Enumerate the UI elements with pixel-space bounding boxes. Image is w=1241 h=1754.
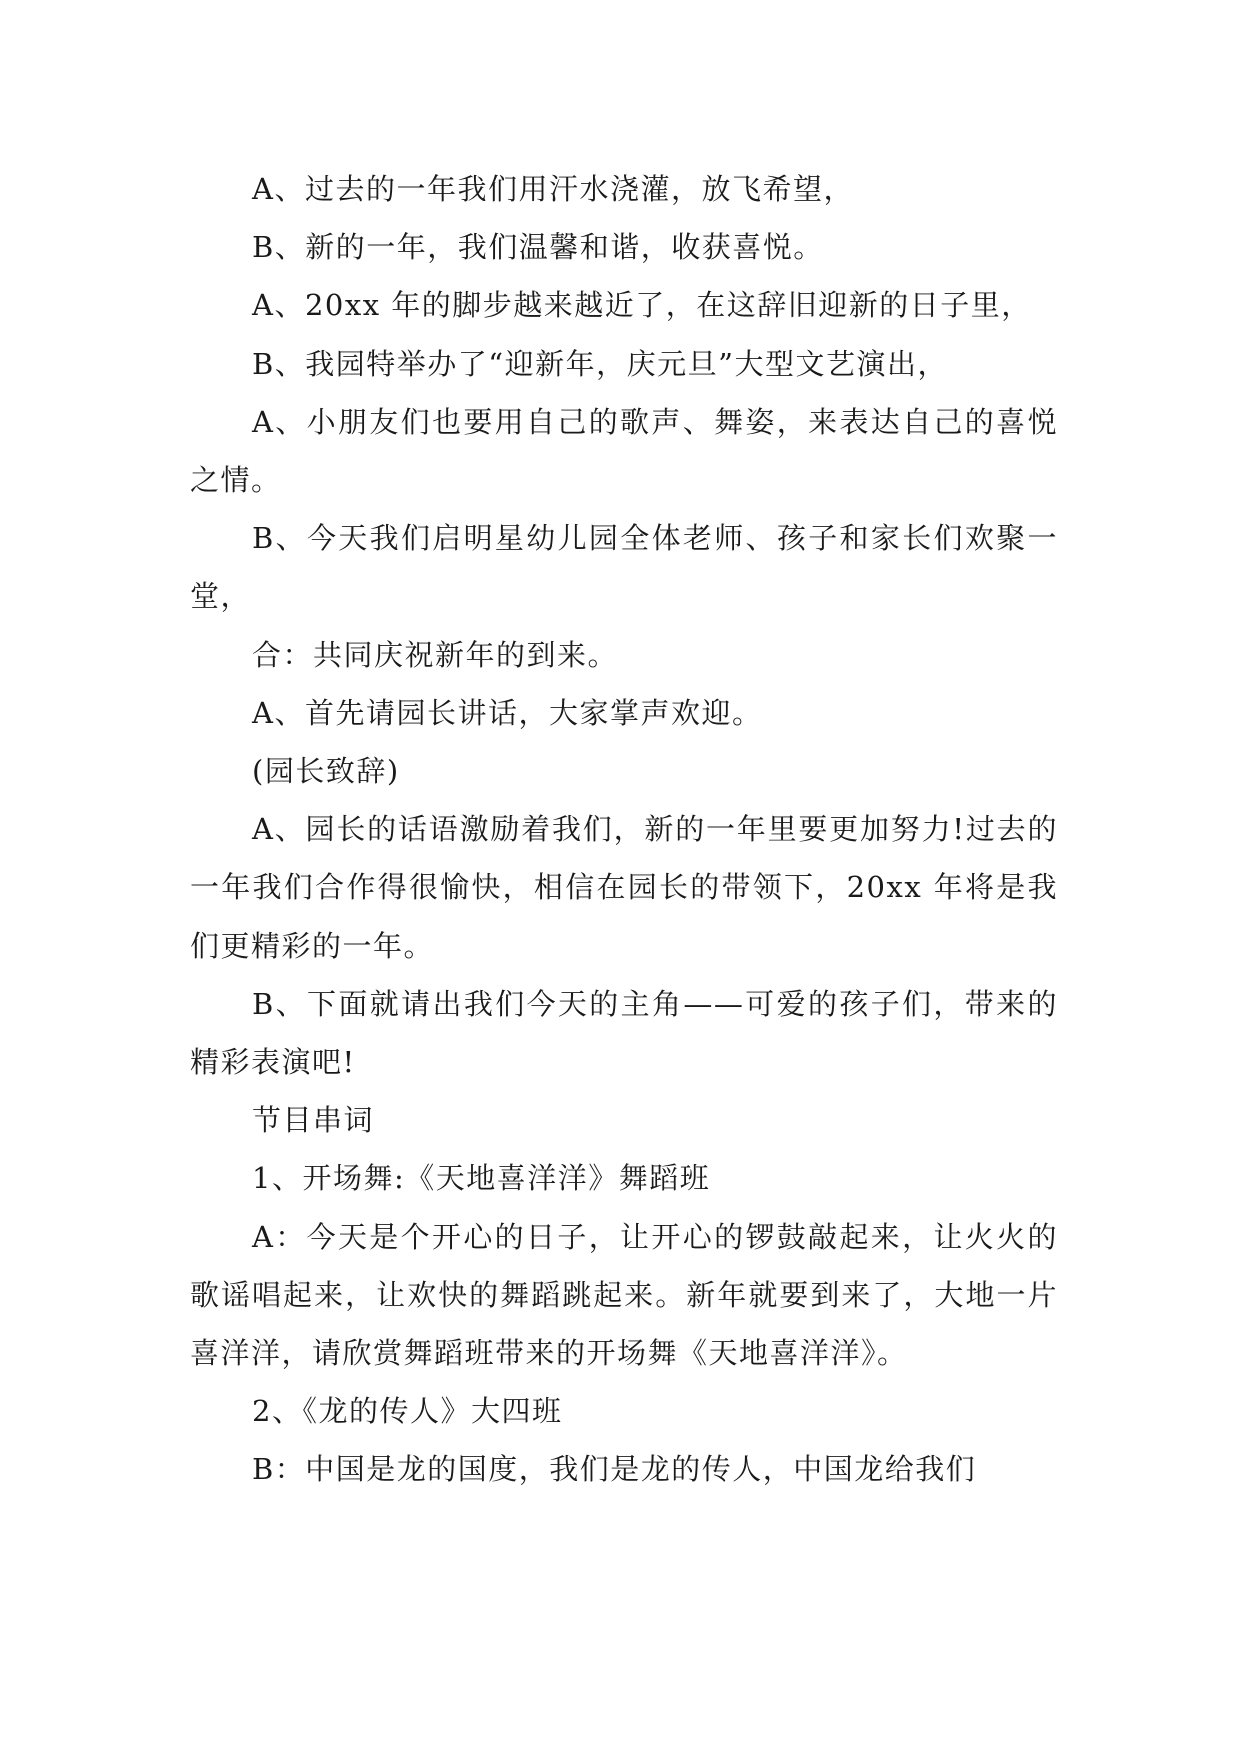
paragraph: B：中国是龙的国度，我们是龙的传人，中国龙给我们 [252,1452,977,1487]
section-heading: 节目串词 [252,1103,375,1138]
paragraph: (园长致辞) [252,754,400,789]
paragraph: 合：共同庆祝新年的到来。 [252,637,619,672]
paragraph: A、园长的话语激励着我们，新的一年里要更加努力!过去的一年我们合作得很愉快，相信在园长的带领下，20xx 年将是我们更精彩的一年。 [190,812,1058,963]
paragraph: A、首先请园长讲话，大家掌声欢迎。 [252,695,763,730]
paragraph: B、今天我们启明星幼儿园全体老师、孩子和家长们欢聚一堂， [190,521,1058,614]
paragraph: B、下面就请出我们今天的主角——可爱的孩子们，带来的精彩表演吧! [190,986,1058,1080]
program-item-title: 1、开场舞:《天地喜洋洋》舞蹈班 [252,1161,711,1196]
paragraph: A、小朋友们也要用自己的歌声、舞姿，来表达自己的喜悦之情。 [190,404,1058,498]
document-body [190,160,1058,1499]
paragraph: A、20xx 年的脚步越来越近了，在这辞旧迎新的日子里， [252,288,1032,323]
program-item-title: 2、《龙的传人》大四班 [252,1394,563,1429]
paragraph: A、过去的一年我们用汗水浇灌，放飞希望， [252,172,854,206]
paragraph: B、我园特举办了“迎新年，庆元旦”大型文艺演出， [252,346,948,381]
paragraph: B、新的一年，我们温馨和谐，收获喜悦。 [252,230,824,265]
paragraph: A：今天是个开心的日子，让开心的锣鼓敲起来，让火火的歌谣唱起来，让欢快的舞蹈跳起来。新年就要到来了，大地一片喜洋洋，请欣赏舞蹈班带来的开场舞《天地喜洋洋》。 [190,1219,1058,1371]
